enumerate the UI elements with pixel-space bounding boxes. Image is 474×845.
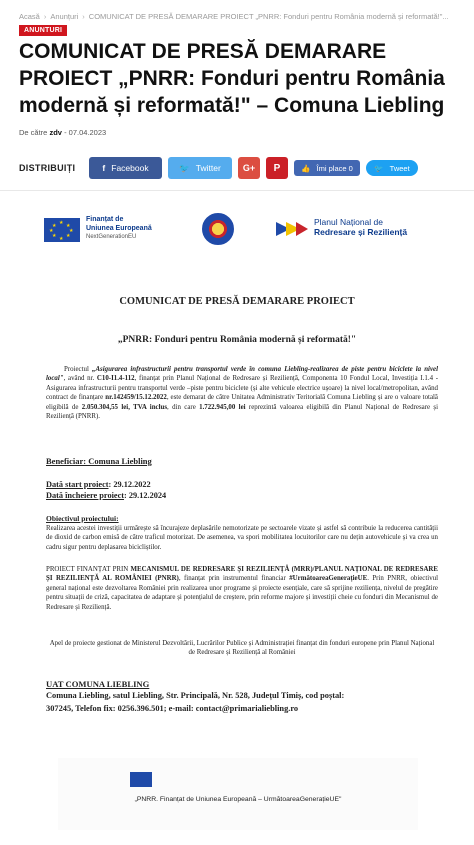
funding-paragraph — [46, 565, 438, 612]
facebook-like-button[interactable] — [294, 160, 360, 176]
eu-flag-icon — [130, 772, 152, 787]
uat-contact — [46, 689, 438, 715]
romanian-government-seal-icon — [202, 213, 234, 245]
text: PROIECT FINANȚAT PRIN — [46, 566, 131, 573]
text: . Prin PNRR, obiectivul general național este dezvoltarea României prin realizarea unor programe și proiecte esențiale, care să sprijine reziliența, nivelul de pregătire pentru situații de criză, capacitatea de adaptare și potențialul de creștere, prin reforme majore și investiții cheie cu fonduri din Mecanismul de Redresare și Reziliență. — [46, 575, 438, 611]
eu-line-2: Uniunea Europeană — [86, 224, 152, 232]
eu-line-3: NextGenerationEU — [86, 234, 137, 240]
facebook-icon: f — [102, 163, 106, 173]
text: , finanțat prin Planul Național de Redresare și Reziliență, Componenta 10 Fondul Local, Investiția I.1.4 - Asigurarea infrastructurii pentru transportul verde –piste pentru biciclete (și alte vehicule electrice ușoare) la nivel local/metropolitan, având contract de finanțare — [46, 375, 438, 402]
thumbs-up-icon: 👍 — [301, 163, 311, 173]
breadcrumb-anunturi[interactable]: Anunțuri — [50, 12, 79, 21]
project-title: „Asigurarea infrastructurii pentru transportul verde în comuna Liebling-realizarea de piste pentru biciclete la nivel local" — [46, 366, 438, 383]
end-date-value: : 29.12.2024 — [124, 491, 167, 500]
breadcrumb — [19, 12, 459, 21]
category-badge[interactable]: ANUNTURI — [19, 25, 67, 36]
text: Proiectul — [64, 366, 92, 373]
text: , având nr. — [63, 375, 97, 383]
document-subheading: „PNRR: Fonduri pentru România modernă și reformată!" — [117, 335, 357, 345]
document-footer — [58, 758, 418, 830]
contract-number: nr.142459/15.12.2022 — [105, 394, 167, 402]
pinterest-share-button[interactable]: P — [266, 157, 288, 179]
share-bar — [19, 156, 464, 180]
text: , din care — [167, 403, 200, 411]
start-date-label: Dată start proiect — [46, 480, 109, 489]
byline — [19, 128, 106, 137]
text: , este demarat de către Unitatea Administrativ Teritorială Comuna Liebling și are o valoare totală eligibilă de — [46, 394, 438, 411]
eu-flag-icon: ★ ★ ★ ★ ★ ★ ★ ★ — [44, 218, 80, 242]
pnrr-line-2: Redresare și Reziliență — [314, 227, 408, 237]
start-date — [46, 479, 166, 490]
eu-funding-text — [86, 216, 152, 242]
share-label: DISTRIBUIȚI — [19, 163, 76, 173]
objective-heading: Obiectivul proiectului: — [46, 514, 119, 523]
twitter-bird-icon: 🐦 — [374, 163, 384, 173]
pnrr-line-1: Planul Național de — [314, 217, 383, 227]
facebook-share-button[interactable] — [89, 157, 162, 179]
divider — [0, 190, 474, 191]
facebook-like-label: Îmi place 0 — [316, 163, 353, 173]
uat-heading: UAT COMUNA LIEBLING — [46, 679, 150, 689]
text: reprezintă valoarea eligibilă din Planul Național de Redresare și Reziliență (PNRR). — [46, 403, 438, 421]
googleplus-share-button[interactable]: G+ — [238, 157, 260, 179]
funding-logos — [44, 212, 444, 252]
hashtag: #UrmătoareaGenerațieUE — [289, 575, 368, 583]
eu-line-1: Finanțat de — [86, 216, 124, 223]
twitter-bird-icon: 🐦 — [179, 162, 190, 173]
breadcrumb-separator-icon: › — [82, 12, 85, 21]
text: , finanțat prin instrumentul financiar — [178, 575, 290, 583]
start-date-value: : 29.12.2022 — [108, 480, 151, 489]
mechanism-name: MECANISMUL DE REDRESARE ȘI REZILIENȚĂ (MRR)/PLANUL NAȚIONAL DE REDRESARE ȘI REZILIENȚĂ AL ROMÂNIEI (PNRR) — [46, 566, 438, 583]
call-paragraph: Apel de proiecte gestionat de Ministerul Dezvoltării, Lucrărilor Publice și Administrației finanțat din fonduri europene prin Planul Național de Redresare și Reziliență al României — [49, 640, 435, 657]
project-description-paragraph — [46, 365, 438, 421]
post-date: 07.04.2023 — [68, 128, 107, 137]
eligible-value: 1.722.945,00 lei — [199, 403, 246, 411]
total-value: 2.050.304,55 lei, TVA inclus — [81, 403, 168, 411]
byline-prefix: De către — [19, 128, 48, 137]
project-number: C10-I1.4-112 — [96, 375, 135, 383]
facebook-share-label: Facebook — [111, 163, 149, 173]
document-heading: COMUNICAT DE PRESĂ DEMARARE PROIECT — [119, 296, 355, 307]
breadcrumb-current: COMUNICAT DE PRESĂ DEMARARE PROIECT „PNRR: Fonduri pentru România modernă și reformată!"... — [88, 12, 449, 21]
uat-phone-email: 307245, Telefon fix: 0256.396.501; e-mail: contact@primarialiebling.ro — [46, 704, 299, 713]
twitter-share-label: Twitter — [195, 163, 221, 173]
pnrr-text — [314, 217, 407, 237]
beneficiary: Beneficiar: Comuna Liebling — [46, 456, 152, 466]
project-dates — [46, 479, 166, 501]
tweet-label: Tweet — [389, 163, 410, 173]
end-date — [46, 490, 166, 501]
press-release-document — [0, 192, 474, 842]
tweet-button[interactable] — [366, 160, 418, 176]
objective-paragraph: Realizarea acestei investiții urmărește să încurajeze deplasările nemotorizate pe sectoarele vizate și astfel să contribuie la reducerea cantității de dioxid de carbon emisă de către traficul motorizat. De asemenea, va spori mobilitatea locuitorilor care nu dețin autovehicule și va crea un cadru sigur pentru deplasarea bicicliștilor. — [46, 525, 438, 551]
breadcrumb-home[interactable]: Acasă — [19, 12, 40, 21]
page-title: COMUNICAT DE PRESĂ DEMARARE PROIECT „PNRR: Fonduri pentru România modernă și reformată!" – Comuna Liebling — [19, 40, 445, 117]
breadcrumb-separator-icon: › — [43, 12, 47, 21]
pnrr-logo-icon — [276, 218, 308, 240]
uat-address: Comuna Liebling, satul Liebling, Str. Principală, Nr. 528, Județul Timiș, cod poștal: — [46, 691, 345, 700]
byline-separator: - — [64, 128, 69, 137]
footer-funding-text: „PNRR. Finanțat de Uniunea Europeană – UrmătoareaGenerațieUE" — [134, 796, 342, 803]
twitter-share-button[interactable] — [168, 157, 232, 179]
author-link[interactable]: zdv — [49, 128, 62, 137]
end-date-label: Dată încheiere proiect — [46, 491, 125, 500]
